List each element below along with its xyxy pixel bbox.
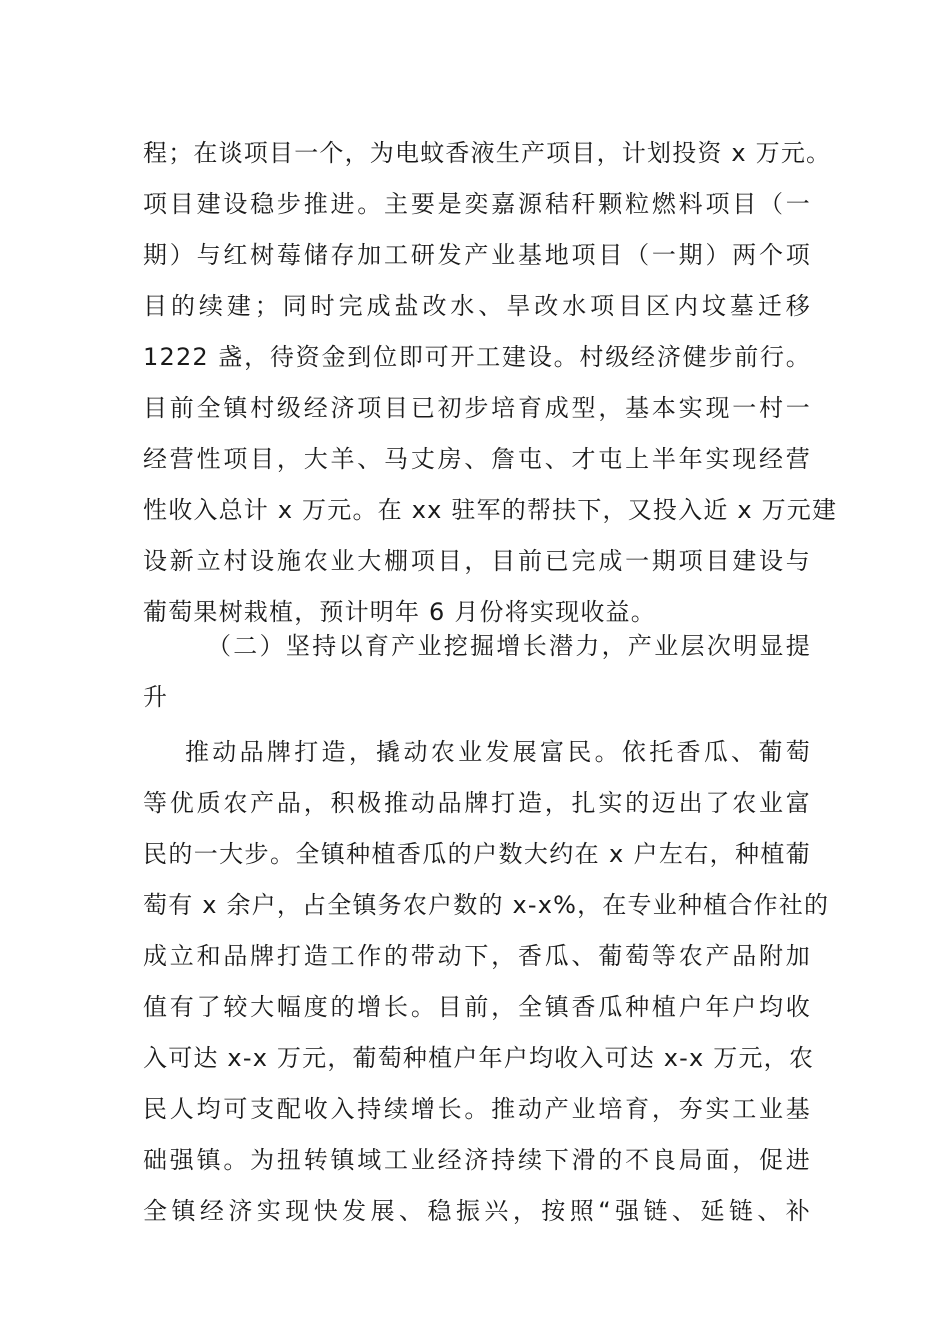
text-line: 值有了较大幅度的增长。目前，全镇香瓜种植户年户均收 — [143, 993, 811, 1021]
text-line: 设新立村设施农业大棚项目，目前已完成一期项目建设与 — [143, 547, 811, 575]
text-line: 入可达 x-x 万元，葡萄种植户年户均收入可达 x-x 万元，农 — [143, 1044, 815, 1072]
text-line: 1222 盏，待资金到位即可开工建设。村级经济健步前行。 — [143, 343, 811, 371]
text-line: 项目建设稳步推进。主要是奕嘉源秸秆颗粒燃料项目（一 — [143, 190, 811, 218]
heading-line: 升 — [143, 683, 169, 711]
text-line: 等优质农产品，积极推动品牌打造，扎实的迈出了农业富 — [143, 789, 811, 817]
text-line: 全镇经济实现快发展、稳振兴，按照“强链、延链、补 — [143, 1197, 811, 1225]
text-line: 础强镇。为扭转镇域工业经济持续下滑的不良局面，促进 — [143, 1146, 811, 1174]
text-line: 萄有 x 余户，占全镇务农户数的 x-x%，在专业种植合作社的 — [143, 891, 830, 919]
text-line: 期）与红树莓储存加工研发产业基地项目（一期）两个项 — [143, 241, 811, 269]
text-line: 目的续建；同时完成盐改水、旱改水项目区内坟墓迁移 — [143, 292, 811, 320]
text-line: 葡萄果树栽植，预计明年 6 月份将实现收益。 — [143, 598, 656, 626]
text-line: 经营性项目，大羊、马丈房、詹屯、才屯上半年实现经营 — [143, 445, 811, 473]
paragraph-project-progress — [143, 128, 838, 638]
text-line: 民人均可支配收入持续增长。推动产业培育，夯实工业基 — [143, 1095, 811, 1123]
paragraph-brand-building — [143, 727, 830, 1237]
text-line: 推动品牌打造，撬动农业发展富民。依托香瓜、葡萄 — [185, 738, 811, 766]
section-heading — [143, 621, 811, 723]
text-line: 性收入总计 x 万元。在 xx 驻军的帮扶下，又投入近 x 万元建 — [143, 496, 838, 524]
heading-line: （二）坚持以育产业挖掘增长潜力，产业层次明显提 — [207, 632, 811, 660]
text-line: 目前全镇村级经济项目已初步培育成型，基本实现一村一 — [143, 394, 811, 422]
text-line: 民的一大步。全镇种植香瓜的户数大约在 x 户左右，种植葡 — [143, 840, 811, 868]
text-line: 程；在谈项目一个，为电蚊香液生产项目，计划投资 x 万元。 — [143, 139, 832, 167]
text-line: 成立和品牌打造工作的带动下，香瓜、葡萄等农产品附加 — [143, 942, 811, 970]
